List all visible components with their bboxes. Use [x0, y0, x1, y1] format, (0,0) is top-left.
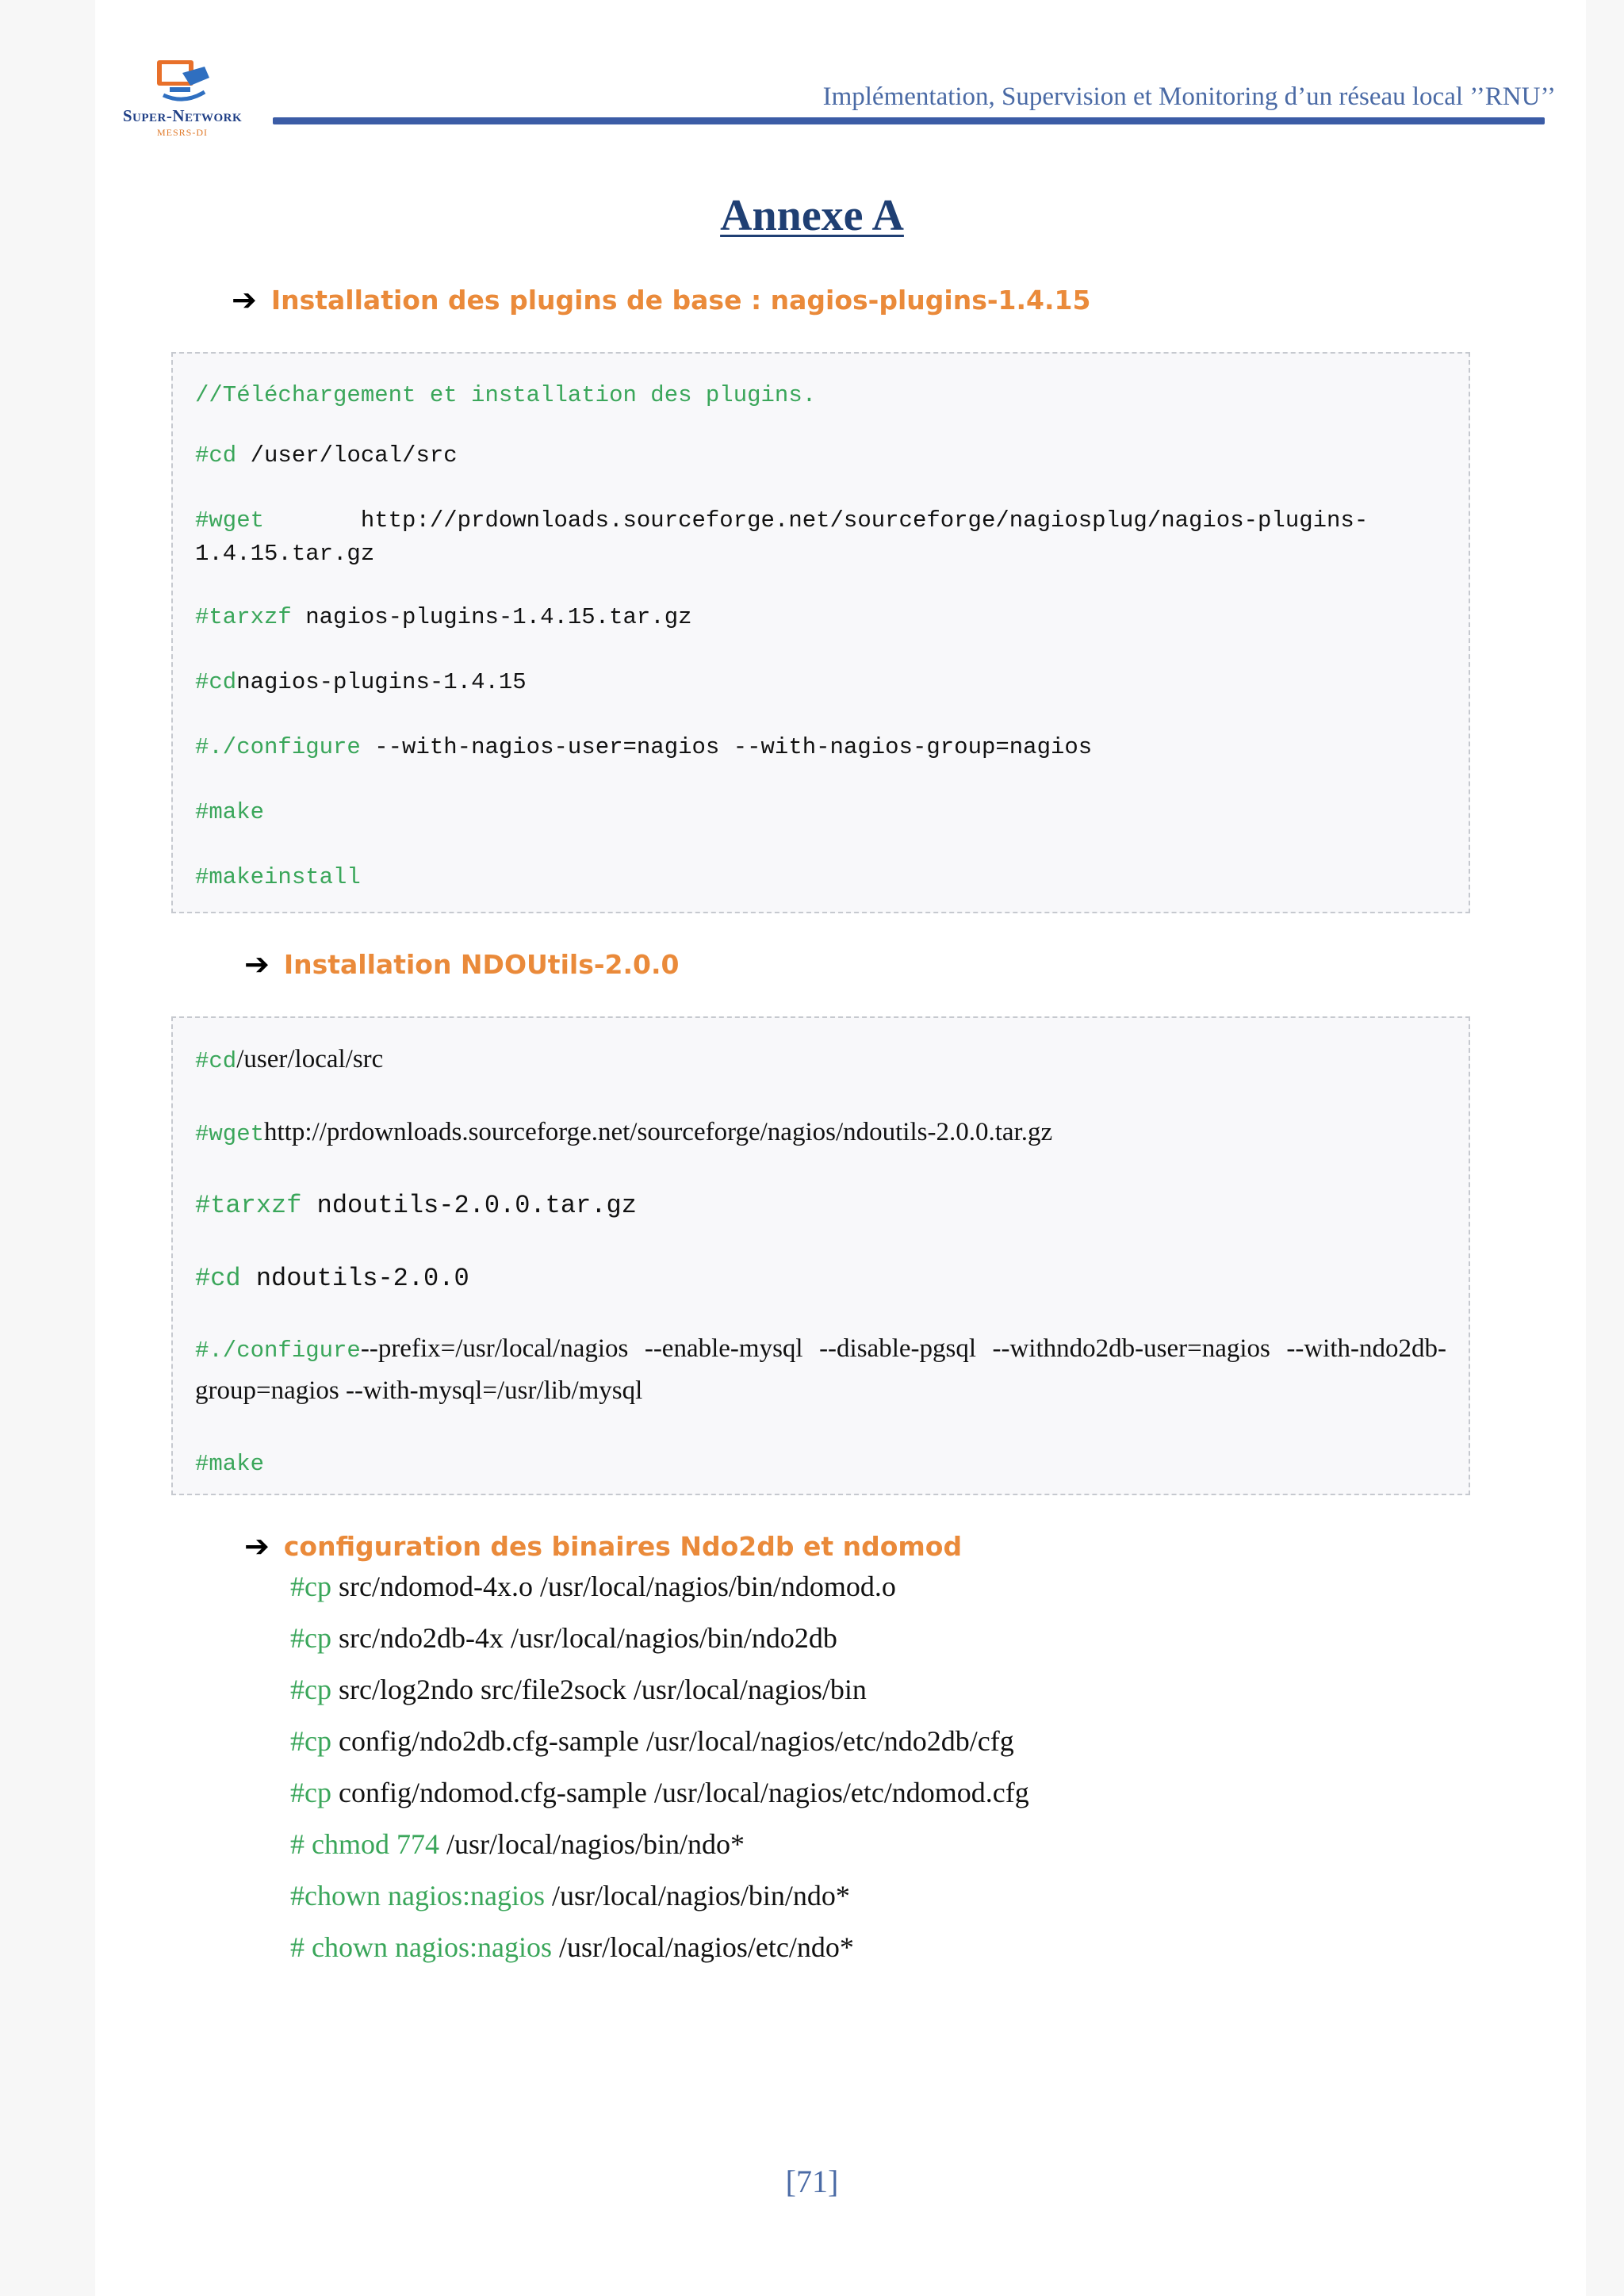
command-line: # chown nagios:nagios /usr/local/nagios/etc/ndo*	[290, 1931, 854, 1963]
code-line: #cd/user/local/src	[195, 1045, 384, 1074]
arrow-right-icon: ➔	[244, 947, 270, 982]
code-line: #tarxzf ndoutils-2.0.0.tar.gz	[195, 1191, 637, 1220]
page-title: Annexe A	[720, 191, 904, 240]
command-line: #cp src/ndo2db-4x /usr/local/nagios/bin/ndo2db	[290, 1622, 837, 1654]
code-line: #wgethttp://prdownloads.sourceforge.net/sourceforge/nagios/ndoutils-2.0.0.tar.gz	[195, 1118, 1053, 1147]
code-line: #cd /user/local/src	[195, 442, 458, 469]
command-line: #cp src/ndomod-4x.o /usr/local/nagios/bin/ndomod.o	[290, 1571, 896, 1602]
arrow-right-icon: ➔	[232, 282, 257, 317]
section-heading-label: Installation NDOUtils-2.0.0	[283, 948, 680, 980]
code-block-plugins	[171, 352, 1470, 913]
computer-logo-icon	[152, 57, 213, 105]
code-line: #make	[195, 1451, 265, 1477]
code-line: #makeinstall	[195, 864, 361, 890]
code-line: #wget http://prdownloads.sourceforge.net/sourceforge/nagiosplug/nagios-plugins-	[195, 507, 1369, 534]
code-line: #./configure--prefix=/usr/local/nagios --enable-mysql --disable-pgsql --withndo2db-user=nagios --with-ndo2db-group=nagios --with-mysql=/usr/lib/mysql	[195, 1334, 1446, 1405]
arrow-right-icon: ➔	[244, 1529, 270, 1563]
page-number: [71]	[785, 2164, 839, 2199]
section-heading-plugins	[232, 282, 1090, 317]
code-line: #cdnagios-plugins-1.4.15	[195, 669, 527, 695]
header-title: Implémentation, Supervision et Monitoring d’un réseau local ’’RNU’’	[822, 82, 1556, 111]
section-heading-ndoutils	[244, 947, 680, 982]
logo-subtitle: MESRS-DI	[156, 127, 208, 138]
code-block-ndoutils	[171, 1016, 1470, 1495]
command-line: #cp src/log2ndo src/file2sock /usr/local/nagios/bin	[290, 1674, 867, 1705]
code-line: #./configure --with-nagios-user=nagios --with-nagios-group=nagios	[195, 734, 1093, 760]
code-line: #tarxzf nagios-plugins-1.4.15.tar.gz	[195, 604, 692, 630]
section-heading-label: configuration des binaires Ndo2db et ndomod	[283, 1530, 963, 1562]
header-rule	[273, 117, 1545, 124]
logo	[103, 57, 262, 144]
command-line: # chmod 774 /usr/local/nagios/bin/ndo*	[290, 1828, 745, 1860]
code-line: 1.4.15.tar.gz	[195, 541, 375, 567]
code-line: #cd ndoutils-2.0.0	[195, 1264, 469, 1293]
command-line: #chown nagios:nagios /usr/local/nagios/bin/ndo*	[290, 1880, 850, 1911]
logo-name: Super-Network	[122, 106, 243, 125]
section-heading-binaries	[244, 1529, 962, 1563]
code-line: #make	[195, 799, 265, 825]
section-heading-label: Installation des plugins de base : nagios-plugins-1.4.15	[270, 284, 1091, 316]
command-line: #cp config/ndomod.cfg-sample /usr/local/nagios/etc/ndomod.cfg	[290, 1777, 1029, 1808]
command-line: #cp config/ndo2db.cfg-sample /usr/local/nagios/etc/ndo2db/cfg	[290, 1725, 1014, 1757]
code-line: //Téléchargement et installation des plugins.	[195, 382, 817, 408]
